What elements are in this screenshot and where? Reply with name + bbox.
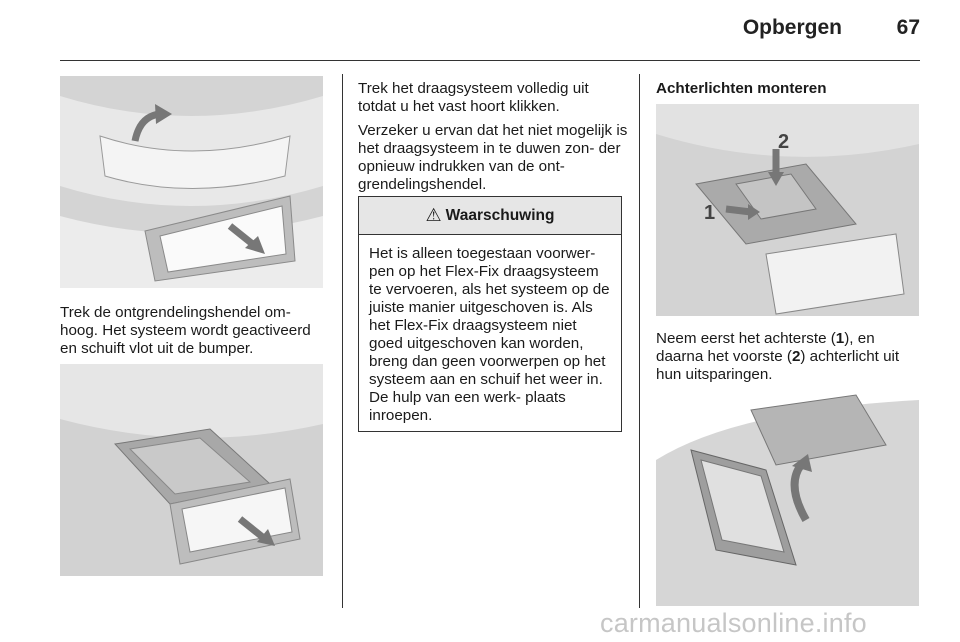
figure-release-lever [60,76,323,288]
figure-extended-carrier [60,364,323,576]
watermark: carmanualsonline.info [600,608,867,638]
figure-removing-light [656,390,919,606]
column-divider-left [342,74,343,608]
caption-text: ) achterlicht uit hun uitsparingen. [656,348,900,383]
caption-tail-lights [656,330,924,384]
figure-label-2: 2 [778,131,790,153]
header-divider [60,60,920,61]
column-divider-right [639,74,640,608]
page-number: 67 [896,16,920,39]
caption-release-lever: Trek de ontgrendelingshendel om- hoog. Het systeem wordt geactiveerd en schuift vlot uit de bumper. [60,304,311,357]
warning-body: Het is alleen toegestaan voorwer- pen op het Flex-Fix draagsysteem te vervoeren, als het systeem op de juiste manier uitgeschoven is. Als het Flex-Fix draagsysteem niet goed uitgeschoven kan worden, breng dan geen voorwerpen op het systeem aan en schuif het weer in. De hulp van een werk- plaats inroepen. [369,245,610,424]
caption-ref-2: 2 [791,348,801,365]
caption-ref-1: 1 [835,330,845,347]
figure-label-1: 1 [704,202,716,224]
warning-header [359,197,621,235]
warning-box [358,196,622,432]
subheading-tail-lights: Achterlichten monteren [656,80,827,97]
paragraph-1: Trek het draagsysteem volledig uit totdat u het vast hoort klikken. [358,80,589,115]
warning-title: Waarschuwing [445,206,555,224]
section-title: Opbergen [742,16,842,39]
paragraph-pull-out [358,80,628,194]
caption-text: Neem eerst het achterste ( [656,330,836,347]
paragraph-2: Verzeker u ervan dat het niet mogelijk is het draagsysteem in te duwen zon- der opnieuw indrukken van de ont- grendelingshendel. [358,122,628,193]
warning-triangle-icon: ⚠ [425,205,442,226]
caption-text: ), en daarna het voorste ( [656,330,875,365]
figure-tail-lights [656,104,919,316]
